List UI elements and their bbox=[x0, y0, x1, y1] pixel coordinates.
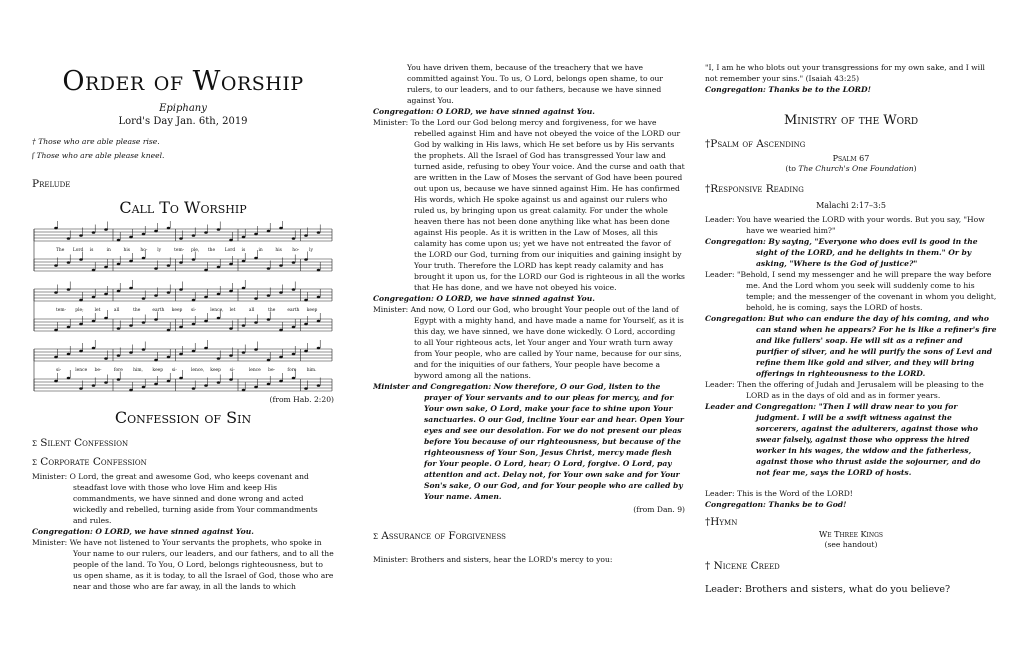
prayer-continued: You have driven them, because of the treachery that we have committed against You. To us, O Lord, belongs open shame, to our rulers, to our leaders, and to our fathers, because we have sinned against You. bbox=[407, 63, 664, 105]
note-head bbox=[217, 357, 221, 360]
note-head bbox=[79, 258, 83, 261]
note-head bbox=[104, 317, 108, 320]
lyric-syllable: earth bbox=[287, 308, 300, 313]
note-head bbox=[254, 233, 258, 236]
note-head bbox=[279, 291, 283, 294]
note-head bbox=[279, 356, 283, 359]
note-head bbox=[142, 386, 146, 389]
note-head bbox=[317, 347, 321, 350]
lyric-syllable: let bbox=[229, 308, 236, 313]
note-head bbox=[167, 329, 171, 332]
confession-heading: Confession of Sin bbox=[114, 408, 252, 427]
note-head bbox=[129, 324, 133, 327]
note-head bbox=[117, 327, 121, 330]
lyric-syllable: Lord bbox=[224, 248, 236, 253]
hymn-heading: †Hymn bbox=[705, 516, 738, 528]
note-head bbox=[192, 234, 196, 237]
note-head bbox=[317, 320, 321, 323]
note-head bbox=[179, 377, 183, 380]
note-head bbox=[242, 351, 246, 354]
note-head bbox=[242, 324, 246, 327]
note-head bbox=[292, 288, 296, 291]
note-head bbox=[67, 288, 71, 291]
note-head bbox=[254, 297, 258, 300]
note-head bbox=[142, 297, 146, 300]
ministry-heading: Ministry of the Word bbox=[783, 113, 919, 128]
note-head bbox=[142, 257, 146, 260]
note-head bbox=[267, 359, 271, 362]
note-head bbox=[254, 257, 258, 260]
note-head bbox=[92, 296, 96, 299]
note-head bbox=[92, 269, 96, 272]
note-head bbox=[67, 326, 71, 329]
note-head bbox=[217, 317, 221, 320]
lyric-syllable: ho- bbox=[140, 248, 148, 253]
note-head bbox=[167, 264, 171, 267]
note-head bbox=[104, 357, 108, 360]
note-head bbox=[79, 350, 83, 353]
note-head bbox=[79, 299, 83, 302]
lyric-syllable: fore bbox=[287, 368, 297, 373]
lyric-syllable: si- bbox=[171, 368, 177, 373]
note-head bbox=[254, 386, 258, 389]
hymn-note: (see handout) bbox=[824, 540, 878, 549]
lyric-syllable: si- bbox=[229, 368, 235, 373]
note-head bbox=[54, 356, 58, 359]
note-head bbox=[129, 351, 133, 354]
psalm-title: Psalm 67 bbox=[832, 154, 870, 163]
note-head bbox=[304, 234, 308, 237]
lyric-syllable: is bbox=[89, 248, 94, 253]
note-head bbox=[79, 323, 83, 326]
congregation-response-2: Congregation: O LORD, we have sinned against You. bbox=[373, 107, 595, 116]
leader-reading-2: Leader: "Behold, I send my messenger and he will prepare the way before me. And the Lord whom you seek will suddenly come to his temple; and the messenger of the covenant in whom you delight, behold, he is coming, says the LORD of hosts. bbox=[705, 270, 997, 312]
note-head bbox=[267, 383, 271, 386]
lyric-syllable: let bbox=[94, 308, 101, 313]
note-head bbox=[104, 228, 108, 231]
note-head bbox=[154, 230, 158, 233]
assurance-heading: ʃ Assurance of Forgiveness bbox=[373, 530, 506, 542]
note-head bbox=[129, 389, 133, 392]
lyric-syllable: The bbox=[56, 248, 65, 253]
note-head bbox=[279, 329, 283, 332]
lyric-syllable: lence, bbox=[191, 368, 205, 373]
note-head bbox=[129, 236, 133, 239]
season: Epiphany bbox=[159, 103, 207, 114]
note-head bbox=[304, 299, 308, 302]
note-head bbox=[217, 266, 221, 269]
note-head bbox=[279, 380, 283, 383]
lyric-syllable: keep bbox=[306, 308, 318, 313]
psalm-of-ascending-heading: †Psalm of Ascending bbox=[705, 138, 806, 150]
creed-leader-line: Leader: Brothers and sisters, what do you believe? bbox=[705, 584, 951, 595]
note-head bbox=[317, 269, 321, 272]
note-head bbox=[254, 321, 258, 324]
note-head bbox=[292, 261, 296, 264]
note-head bbox=[317, 384, 321, 387]
note-head bbox=[104, 266, 108, 269]
note-head bbox=[204, 296, 208, 299]
note-head bbox=[317, 296, 321, 299]
note-head bbox=[229, 354, 233, 357]
note-head bbox=[54, 291, 58, 294]
note-head bbox=[167, 291, 171, 294]
lyric-syllable: lence bbox=[248, 368, 261, 373]
note-head bbox=[154, 267, 158, 270]
note-head bbox=[104, 293, 108, 296]
congregation-response-3: Congregation: O LORD, we have sinned against You. bbox=[373, 294, 595, 303]
service-date: Lord's Day Jan. 6th, 2019 bbox=[118, 116, 248, 127]
lyric-syllable: keep bbox=[171, 308, 183, 313]
minister-and-congregation-prayer: Minister and Congregation: Now therefore, O our God, listen to the prayer of Your servants and to our pleas for mercy, and for Your own sake, O Lord, make your face to shine upon Your sanctuaries. O our God, incline Your ear and hear. Open Your eyes and see our desolation. For we do not present our pleas before You because of our righteousness, but because of the righteousness of Your Son, Jesus Christ, mercy made flesh for Your people. O Lord, hear; O Lord, forgive. O Lord, pay attention and act. Delay not, for Your own sake and for Your Son's sake, O our God, and for Your people who are called by Your name. Amen. bbox=[373, 382, 684, 501]
lyric-syllable: him, bbox=[133, 368, 143, 373]
leader-reading-3: Leader: Then the offering of Judah and Jerusalem will be pleasing to the LORD as in the days of old and as in former years. bbox=[705, 380, 984, 400]
lyric-syllable: the bbox=[133, 308, 141, 313]
note-head bbox=[104, 381, 108, 384]
note-head bbox=[192, 350, 196, 353]
note-head bbox=[67, 261, 71, 264]
minister-prayer-2: Minister: We have not listened to Your servants the prophets, who spoke in Your name to our rulers, our leaders, and our fathers, and to all the people of the land. To You, O Lord, belongs righteousness, but to us open shame, as it is today, to all the Israel of God, those who are near and those who are far away, in all the lands to which bbox=[32, 538, 334, 591]
note-head bbox=[267, 267, 271, 270]
note-head bbox=[154, 294, 158, 297]
note-head bbox=[192, 299, 196, 302]
congregation-thanks-2: Congregation: Thanks be to God! bbox=[705, 500, 847, 509]
leader-reading-4: Leader: This is the Word of the LORD! bbox=[705, 489, 853, 498]
note-head bbox=[142, 233, 146, 236]
note-head bbox=[67, 377, 71, 380]
note-head bbox=[79, 234, 83, 237]
lyric-syllable: all bbox=[248, 308, 255, 313]
note-head bbox=[92, 231, 96, 234]
note-head bbox=[142, 321, 146, 324]
responsive-reading-heading: †Responsive Reading bbox=[705, 183, 804, 195]
note-head bbox=[292, 353, 296, 356]
lyric-syllable: the bbox=[207, 248, 216, 253]
note-head bbox=[179, 288, 183, 291]
congregation-reading-2: Congregation: But who can endure the day of his coming, and who can stand when he appears? For he is like a refiner's fire and like fullers' soap. He will sit as a refiner and purifier of silver, and he will purify the sons of Levi and refine them like gold and silver, and they will bring offerings in righteousness to the LORD. bbox=[705, 314, 997, 378]
note-head bbox=[229, 290, 233, 293]
note-head bbox=[92, 320, 96, 323]
note-head bbox=[229, 239, 233, 242]
lyric-syllable: be- bbox=[94, 368, 102, 373]
note-head bbox=[92, 347, 96, 350]
minister-prayer-4: Minister: And now, O Lord our God, who brought Your people out of the land of Egypt with a mighty hand, and have made a name for Yourself, as it is this day, we have sinned, we have done wickedly. O Lord, according to all Your righteous acts, let Your anger and Your wrath turn away from Your people, who are called by Your name, because for our sins, and for the iniquities of our fathers, Your people have become a byword among all the nations. bbox=[373, 305, 684, 380]
lyric-syllable: tem- bbox=[174, 248, 185, 253]
lyric-syllable: earth bbox=[152, 308, 165, 313]
note-head bbox=[204, 347, 208, 350]
note-head bbox=[229, 263, 233, 266]
note-head bbox=[304, 323, 308, 326]
congregation-reading-1: Congregation: By saying, "Everyone who does evil is good in the sight of the LORD, and he delights in them." Or by asking, "Where is the God of justice?" bbox=[705, 237, 978, 268]
note-head bbox=[179, 261, 183, 264]
kneel-note: ʃ Those who are able please kneel. bbox=[32, 151, 165, 160]
lyric-syllable: si- bbox=[191, 308, 197, 313]
column-middle bbox=[373, 0, 685, 663]
lyric-syllable: in bbox=[106, 248, 111, 253]
note-head bbox=[292, 326, 296, 329]
note-head bbox=[67, 237, 71, 240]
note-head bbox=[117, 378, 121, 381]
column-right bbox=[705, 0, 997, 663]
minister-prayer-1: Minister: O Lord, the great and awesome God, who keeps covenant and steadfast love with those who love Him and keep His commandments, we have sinned and done wrong and acted wickedly and rebelled, turning aside from Your commandments and rules. bbox=[32, 472, 318, 525]
note-head bbox=[192, 323, 196, 326]
minister-assurance: Minister: Brothers and sisters, hear the LORD's mercy to you: bbox=[373, 555, 613, 564]
note-head bbox=[154, 383, 158, 386]
note-head bbox=[204, 231, 208, 234]
lyric-syllable: the bbox=[268, 308, 276, 313]
note-head bbox=[192, 258, 196, 261]
note-head bbox=[279, 227, 283, 230]
lyric-syllable: tem- bbox=[56, 308, 67, 313]
lyric-syllable: ple, bbox=[191, 248, 200, 253]
lyric-syllable: him. bbox=[306, 368, 317, 373]
note-head bbox=[292, 377, 296, 380]
note-head bbox=[117, 290, 121, 293]
note-head bbox=[217, 293, 221, 296]
note-head bbox=[242, 260, 246, 263]
corporate-confession-heading: ʃ Corporate Confession bbox=[32, 456, 147, 468]
note-head bbox=[304, 350, 308, 353]
note-head bbox=[179, 353, 183, 356]
note-head bbox=[167, 227, 171, 230]
lyric-syllable: ly bbox=[157, 248, 162, 253]
lyric-syllable: is bbox=[241, 248, 246, 253]
silent-confession-heading: ʃ Silent Confession bbox=[32, 437, 129, 449]
lyric-syllable: all bbox=[113, 308, 120, 313]
note-head bbox=[242, 236, 246, 239]
note-head bbox=[92, 384, 96, 387]
malachi-reference: Malachi 2:17–3:5 bbox=[816, 201, 886, 210]
lyric-syllable: ple; bbox=[75, 308, 84, 313]
lyric-syllable: lence, bbox=[210, 308, 224, 313]
nicene-creed-heading: † Nicene Creed bbox=[705, 560, 780, 572]
note-head bbox=[117, 354, 121, 357]
hymn-title: We Three Kings bbox=[818, 530, 884, 539]
note-head bbox=[154, 318, 158, 321]
minister-prayer-3: Minister: To the Lord our God belong mercy and forgiveness, for we have rebelled against Him and have not obeyed the voice of the LORD our God by walking in His laws, which He set before us by His servants the prophets. All the Israel of God has transgressed Your law and turned aside, refusing to obey Your voice. And the curse and oath that are written in the Law of Moses the servant of God have been poured out upon us, because we have sinned against Him. He has confirmed His words, which He spoke against us and against our rulers who ruled us, by bringing upon us great calamity. For under the whole heaven there has not been done anything like what has been done against His people. As it is written in the Law of Moses, all this calamity has come upon us; yet we have not entreated the favor of the LORD our God, turning from our iniquities and gaining insight by Your truth. Therefore the LORD has kept ready calamity and has brought it upon us, for the LORD our God is righteous in all the works that He has done, and we have not obeyed his voice. bbox=[373, 118, 685, 292]
note-head bbox=[229, 327, 233, 330]
lyric-syllable: be- bbox=[268, 368, 276, 373]
note-head bbox=[204, 384, 208, 387]
lyric-syllable: his bbox=[275, 248, 282, 253]
note-head bbox=[154, 359, 158, 362]
note-head bbox=[242, 287, 246, 290]
note-head bbox=[267, 294, 271, 297]
note-head bbox=[54, 227, 58, 230]
note-head bbox=[267, 318, 271, 321]
lyric-syllable: Lord bbox=[72, 248, 84, 253]
lyric-syllable: his bbox=[123, 248, 130, 253]
note-head bbox=[217, 228, 221, 231]
call-reference: (from Hab. 2:20) bbox=[269, 395, 334, 404]
lyric-syllable: lence bbox=[75, 368, 88, 373]
lyric-syllable: si- bbox=[56, 368, 62, 373]
note-head bbox=[167, 380, 171, 383]
congregation-thanks-1: Congregation: Thanks be to the LORD! bbox=[705, 85, 871, 94]
note-head bbox=[217, 381, 221, 384]
note-head bbox=[167, 356, 171, 359]
column-left bbox=[32, 0, 334, 663]
note-head bbox=[179, 237, 183, 240]
call-to-worship-heading: Call To Worship bbox=[119, 198, 247, 217]
note-head bbox=[54, 264, 58, 267]
lyric-syllable: keep bbox=[152, 368, 164, 373]
note-head bbox=[229, 378, 233, 381]
isaiah-quote: "I, I am he who blots out your transgressions for my own sake, and I will not remember your sins." (Isaiah 43:25) bbox=[705, 63, 985, 83]
note-head bbox=[204, 320, 208, 323]
rise-note: † Those who are able please rise. bbox=[32, 137, 160, 146]
lyric-syllable: fore bbox=[113, 368, 123, 373]
note-head bbox=[292, 237, 296, 240]
leader-and-congregation-reading: Leader and Congregation: "Then I will draw near to you for judgment. I will be a swift witness against the sorcerers, against the adulterers, against those who swear falsely, against those who oppress the hired worker in his wages, the widow and the fatherless, against those who thrust aside the sojourner, and do not fear me, says the LORD of hosts. bbox=[705, 402, 981, 477]
note-head bbox=[179, 326, 183, 329]
note-head bbox=[304, 258, 308, 261]
daniel-reference: (from Dan. 9) bbox=[633, 505, 685, 514]
lyric-syllable: in bbox=[258, 248, 263, 253]
prelude-heading: Prelude bbox=[32, 178, 71, 190]
note-head bbox=[129, 260, 133, 263]
note-head bbox=[54, 329, 58, 332]
note-head bbox=[129, 287, 133, 290]
note-head bbox=[254, 348, 258, 351]
lyric-syllable: ly bbox=[309, 248, 314, 253]
note-head bbox=[267, 230, 271, 233]
page-title: Order of Worship bbox=[62, 66, 304, 97]
note-head bbox=[317, 231, 321, 234]
call-to-worship-music bbox=[32, 221, 334, 401]
note-head bbox=[192, 387, 196, 390]
lyric-syllable: keep bbox=[210, 368, 221, 373]
note-head bbox=[242, 389, 246, 392]
congregation-response-1: Congregation: O LORD, we have sinned against You. bbox=[32, 527, 254, 536]
note-head bbox=[304, 387, 308, 390]
note-head bbox=[117, 239, 121, 242]
note-head bbox=[204, 269, 208, 272]
note-head bbox=[142, 348, 146, 351]
lyric-syllable: ho- bbox=[292, 248, 300, 253]
note-head bbox=[79, 387, 83, 390]
note-head bbox=[54, 380, 58, 383]
leader-reading-1: Leader: You have wearied the LORD with your words. But you say, "How have we wearied him?" bbox=[705, 215, 985, 235]
psalm-tune: (to The Church's One Foundation) bbox=[785, 164, 917, 173]
note-head bbox=[117, 263, 121, 266]
note-head bbox=[279, 264, 283, 267]
note-head bbox=[67, 353, 71, 356]
